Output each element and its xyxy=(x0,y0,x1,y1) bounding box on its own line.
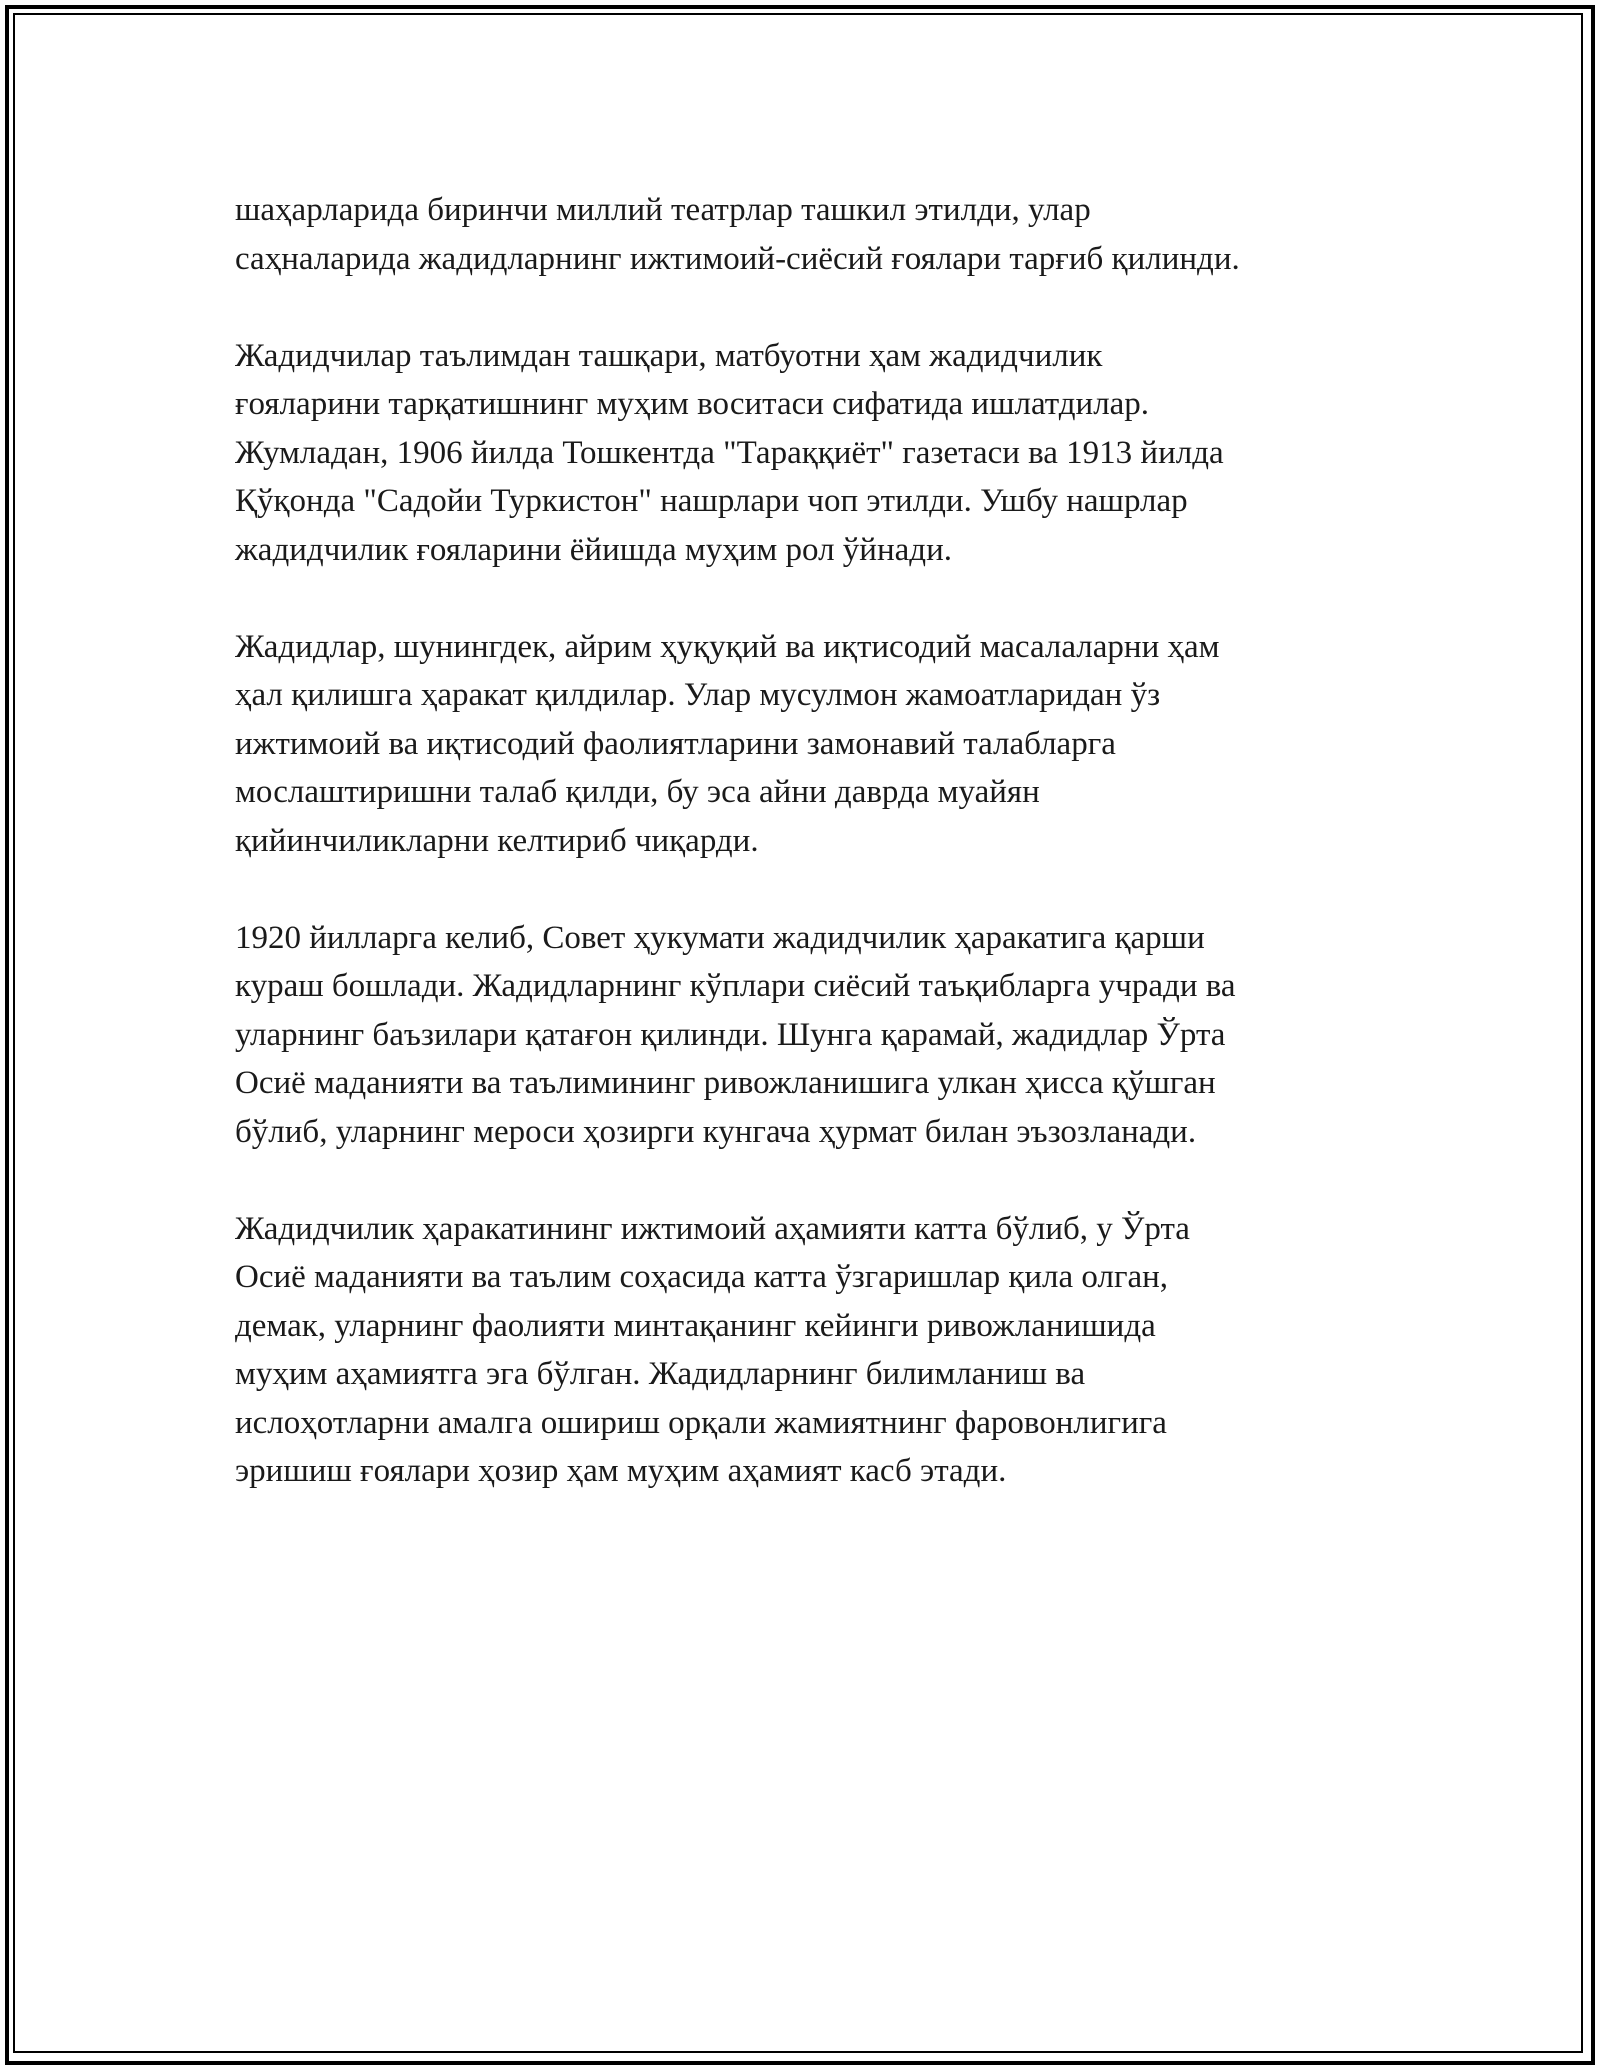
text-line: Осиё маданияти ва таълимининг ривожланишига улкан ҳисса қўшган xyxy=(235,1065,1216,1101)
paragraph-theatres xyxy=(235,186,1375,283)
text-line: шаҳарларида биринчи миллий театрлар ташкил этилди, улар xyxy=(235,192,1091,228)
document-body xyxy=(235,186,1375,1544)
text-line: Жадидчилар таълимдан ташқари, матбуотни ҳам жадидчилик xyxy=(235,337,1103,374)
text-line: уларнинг баъзилари қатағон қилинди. Шунга қарамай, жадидлар Ўрта xyxy=(235,1016,1226,1053)
text-line: демак, уларнинг фаолияти минтақанинг кейинги ривожланишида xyxy=(235,1307,1156,1344)
text-line: Жадидчилик ҳаракатининг ижтимоий аҳамияти катта бўлиб, у Ўрта xyxy=(235,1210,1190,1247)
text-line: эришиш ғоялари ҳозир ҳам муҳим аҳамият касб этади. xyxy=(235,1453,1007,1489)
paragraph-significance xyxy=(235,1205,1375,1496)
paragraph-legal-economic xyxy=(235,623,1375,866)
text-line: қийинчиликларни келтириб чиқарди. xyxy=(235,822,759,859)
text-line: ҳал қилишга ҳаракат қилдилар. Улар мусулмон жамоатларидан ўз xyxy=(235,677,1161,713)
text-line: муҳим аҳамиятга эга бўлган. Жадидларнинг билимланиш ва xyxy=(235,1356,1086,1392)
text-line: ғояларини тарқатишнинг муҳим воситаси сифатида ишлатдилар. xyxy=(235,386,1150,422)
text-line: Жумладан, 1906 йилда Тошкентда "Тараққиёт" газетаси ва 1913 йилда xyxy=(235,434,1224,471)
paragraph-press xyxy=(235,332,1375,575)
text-line: Қўқонда "Садойи Туркистон" нашрлари чоп этилди. Ушбу нашрлар xyxy=(235,483,1188,519)
text-line: кураш бошлади. Жадидларнинг кўплари сиёсий таъқибларга учради ва xyxy=(235,968,1236,1004)
text-line: 1920 йилларга келиб, Совет ҳукумати жадидчилик ҳаракатига қарши xyxy=(235,919,1205,956)
text-line: бўлиб, уларнинг мероси ҳозирги кунгача ҳурмат билан эъзозланади. xyxy=(235,1113,1197,1150)
text-line: Жадидлар, шунингдек, айрим ҳуқуқий ва иқтисодий масалаларни ҳам xyxy=(235,628,1220,665)
text-line: ижтимоий ва иқтисодий фаолиятларини замонавий талабларга xyxy=(235,725,1116,762)
text-line: саҳналарида жадидларнинг ижтимоий-сиёсий ғоялари тарғиб қилинди. xyxy=(235,240,1240,277)
text-line: Осиё маданияти ва таълим соҳасида катта ўзгаришлар қила олган, xyxy=(235,1259,1169,1295)
text-line: мослаштиришни талаб қилди, бу эса айни даврда муайян xyxy=(235,774,1040,810)
text-line: жадидчилик ғояларини ёйишда муҳим рол ўйнади. xyxy=(235,531,952,568)
text-line: ислоҳотларни амалга ошириш орқали жамиятнинг фаровонлигига xyxy=(235,1404,1167,1441)
paragraph-soviet-era xyxy=(235,914,1375,1157)
